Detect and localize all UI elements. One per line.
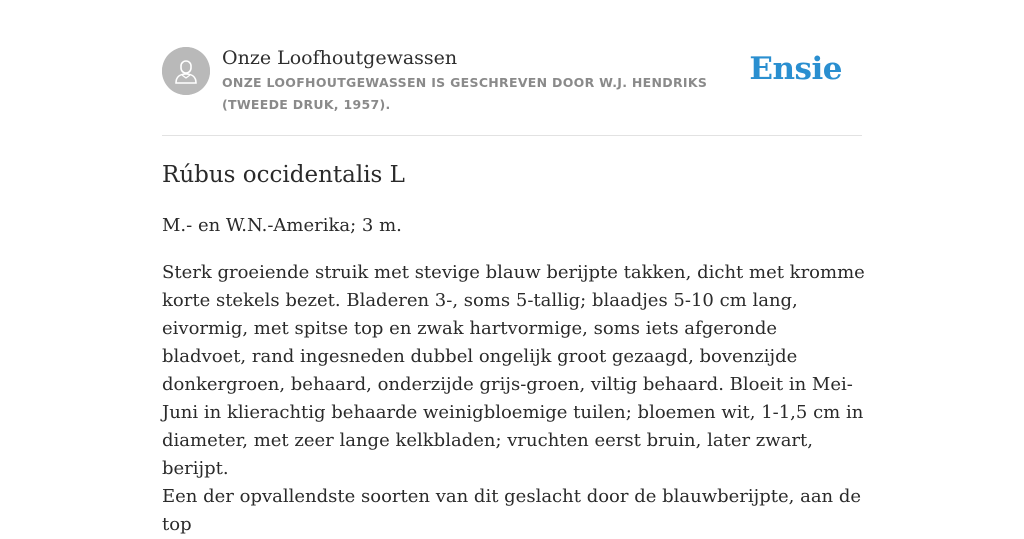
ensie-logo[interactable]: Ensie (749, 51, 842, 87)
entry-origin: M.- en W.N.-Amerika; 3 m. (162, 215, 402, 236)
entry-paragraph: Sterk groeiende struik met stevige blauw berijpte takken, dicht met kromme korte stekels bezet. Bladeren 3-, soms 5-tallig; blaadjes 5-10 cm lang, eivormig, met spitse top en zwak hartvormige, soms iets afgeronde bladvoet, rand ingesneden dubbel ongelijk groot gezaagd, bovenzijde donkergroen, behaard, onderzijde grijs-groen, viltig behaard. Bloeit in Mei-Juni in klierachtig behaarde weinigbloemige tuilen; bloemen wit, 1-1,5 cm in diameter, met zeer lange kelkbladen; vruchten eerst bruin, later zwart, berijpt. (162, 262, 865, 479)
book-title[interactable]: Onze Loofhoutgewassen (222, 47, 458, 69)
entry-paragraph: Een der opvallendste soorten van dit geslacht door de blauwberijpte, aan de top (162, 486, 862, 535)
book-header (162, 0, 862, 136)
book-subtitle: ONZE LOOFHOUTGEWASSEN IS GESCHREVEN DOOR W.J. HENDRIKS (TWEEDE DRUK, 1957). (222, 75, 708, 112)
page (162, 0, 865, 535)
entry-title: Rúbus occidentalis L (162, 162, 405, 188)
user-avatar-icon[interactable] (162, 47, 210, 95)
